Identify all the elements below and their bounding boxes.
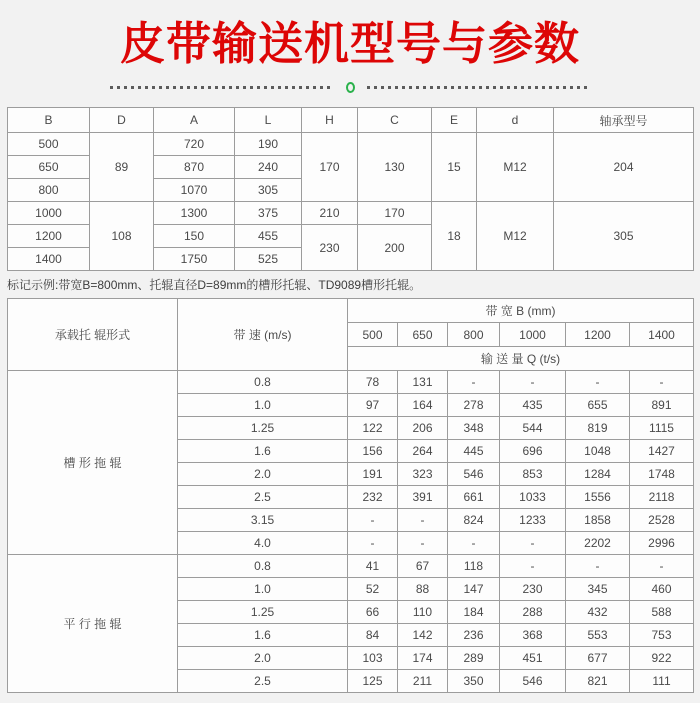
qty-cell: 1748 [630, 463, 694, 486]
speed-cell: 4.0 [178, 532, 348, 555]
dim-cell: 204 [554, 133, 694, 202]
qty-cell: 1556 [566, 486, 630, 509]
speed-cell: 1.25 [178, 601, 348, 624]
qty-cell: 84 [348, 624, 398, 647]
header-belt-width: 带 宽 B (mm) [348, 299, 694, 323]
dim-cell: 375 [235, 202, 302, 225]
speed-cell: 1.0 [178, 578, 348, 601]
header-cell-A: A [154, 108, 235, 133]
qty-cell: 753 [630, 624, 694, 647]
qty-cell: 661 [448, 486, 500, 509]
dim-cell: 170 [302, 133, 358, 202]
qty-cell: 103 [348, 647, 398, 670]
qty-cell: 184 [448, 601, 500, 624]
dim-cell: 720 [154, 133, 235, 156]
speed-cell: 0.8 [178, 371, 348, 394]
qty-cell: 368 [500, 624, 566, 647]
dim-cell: 210 [302, 202, 358, 225]
dim-cell: 89 [90, 133, 154, 202]
qty-cell: 1048 [566, 440, 630, 463]
width-cell: 500 [348, 323, 398, 347]
qty-cell: 546 [448, 463, 500, 486]
header-cell-E: E [432, 108, 477, 133]
qty-cell: - [500, 532, 566, 555]
header-cell-L: L [235, 108, 302, 133]
qty-cell: 110 [398, 601, 448, 624]
header-roller-type: 承载托 辊形式 [8, 299, 178, 371]
qty-cell: - [500, 555, 566, 578]
qty-cell: 432 [566, 601, 630, 624]
dim-cell: 190 [235, 133, 302, 156]
qty-cell: 236 [448, 624, 500, 647]
qty-cell: 52 [348, 578, 398, 601]
qty-cell: 125 [348, 670, 398, 693]
qty-cell: 278 [448, 394, 500, 417]
qty-cell: 323 [398, 463, 448, 486]
qty-cell: 118 [448, 555, 500, 578]
qty-cell: 156 [348, 440, 398, 463]
table-row [8, 299, 694, 323]
header-cell-H: H [302, 108, 358, 133]
qty-cell: 1284 [566, 463, 630, 486]
qty-cell: 819 [566, 417, 630, 440]
qty-cell: 289 [448, 647, 500, 670]
speed-cell: 2.5 [178, 486, 348, 509]
header-cell-D: D [90, 108, 154, 133]
qty-cell: - [398, 532, 448, 555]
dim-cell: 170 [358, 202, 432, 225]
dim-cell: 15 [432, 133, 477, 202]
qty-cell: 853 [500, 463, 566, 486]
dimensions-table [7, 107, 694, 271]
group-label-parallel: 平 行 拖 辊 [8, 555, 178, 693]
divider-dashes-left [110, 86, 334, 89]
qty-cell: 1427 [630, 440, 694, 463]
width-cell: 1000 [500, 323, 566, 347]
qty-cell: - [630, 371, 694, 394]
qty-cell: 191 [348, 463, 398, 486]
qty-cell: 2202 [566, 532, 630, 555]
qty-cell: 264 [398, 440, 448, 463]
qty-cell: 588 [630, 601, 694, 624]
qty-cell: 2528 [630, 509, 694, 532]
qty-cell: 174 [398, 647, 448, 670]
table-row [8, 133, 694, 156]
dim-cell: 1200 [8, 225, 90, 248]
qty-cell: 66 [348, 601, 398, 624]
group-label-trough: 槽 形 拖 辊 [8, 371, 178, 555]
qty-cell: 97 [348, 394, 398, 417]
qty-cell: - [630, 555, 694, 578]
qty-cell: 655 [566, 394, 630, 417]
dim-cell: 18 [432, 202, 477, 271]
qty-cell: 696 [500, 440, 566, 463]
header-cell-bearing: 轴承型号 [554, 108, 694, 133]
width-cell: 1400 [630, 323, 694, 347]
dim-cell: 305 [554, 202, 694, 271]
dim-cell: 240 [235, 156, 302, 179]
section-divider [110, 81, 590, 93]
qty-cell: 111 [630, 670, 694, 693]
speed-cell: 2.0 [178, 463, 348, 486]
dim-cell: M12 [477, 133, 554, 202]
qty-cell: 164 [398, 394, 448, 417]
header-cell-B: B [8, 108, 90, 133]
qty-cell: 1033 [500, 486, 566, 509]
qty-cell: 67 [398, 555, 448, 578]
width-cell: 800 [448, 323, 500, 347]
qty-cell: 2996 [630, 532, 694, 555]
table-row [8, 371, 694, 394]
qty-cell: - [348, 532, 398, 555]
dim-cell: 230 [302, 225, 358, 271]
dim-cell: 500 [8, 133, 90, 156]
width-cell: 1200 [566, 323, 630, 347]
dim-cell: 1400 [8, 248, 90, 271]
dim-cell: 305 [235, 179, 302, 202]
speed-cell: 0.8 [178, 555, 348, 578]
divider-dashes-right [367, 86, 591, 89]
dim-cell: 455 [235, 225, 302, 248]
qty-cell: 88 [398, 578, 448, 601]
qty-cell: 350 [448, 670, 500, 693]
qty-cell: - [566, 371, 630, 394]
qty-cell: - [500, 371, 566, 394]
qty-cell: 451 [500, 647, 566, 670]
dim-cell: 525 [235, 248, 302, 271]
header-cell-C: C [358, 108, 432, 133]
speed-cell: 2.0 [178, 647, 348, 670]
dim-cell: 1750 [154, 248, 235, 271]
qty-cell: 922 [630, 647, 694, 670]
qty-cell: 232 [348, 486, 398, 509]
speed-cell: 2.5 [178, 670, 348, 693]
dim-cell: 130 [358, 133, 432, 202]
qty-cell: - [398, 509, 448, 532]
dim-cell: 800 [8, 179, 90, 202]
table-row [8, 555, 694, 578]
qty-cell: 122 [348, 417, 398, 440]
qty-cell: 460 [630, 578, 694, 601]
qty-cell: 821 [566, 670, 630, 693]
qty-cell: 288 [500, 601, 566, 624]
qty-cell: 131 [398, 371, 448, 394]
table-row [8, 108, 694, 133]
dim-cell: 150 [154, 225, 235, 248]
qty-cell: 546 [500, 670, 566, 693]
divider-circle-icon [346, 82, 355, 93]
qty-cell: 348 [448, 417, 500, 440]
qty-cell: - [566, 555, 630, 578]
qty-cell: 2118 [630, 486, 694, 509]
speed-cell: 1.6 [178, 440, 348, 463]
qty-cell: 435 [500, 394, 566, 417]
dim-cell: 650 [8, 156, 90, 179]
qty-cell: 147 [448, 578, 500, 601]
dim-cell: M12 [477, 202, 554, 271]
page-title: 皮带输送机型号与参数 [119, 18, 580, 69]
width-cell: 650 [398, 323, 448, 347]
qty-cell: 345 [566, 578, 630, 601]
qty-cell: 211 [398, 670, 448, 693]
qty-cell: 1858 [566, 509, 630, 532]
header-cell-d: d [477, 108, 554, 133]
speed-cell: 3.15 [178, 509, 348, 532]
qty-cell: 391 [398, 486, 448, 509]
qty-cell: 142 [398, 624, 448, 647]
qty-cell: - [448, 532, 500, 555]
dim-cell: 870 [154, 156, 235, 179]
capacity-table [7, 298, 694, 693]
table-row [8, 202, 694, 225]
qty-cell: 553 [566, 624, 630, 647]
qty-cell: 891 [630, 394, 694, 417]
dim-cell: 1000 [8, 202, 90, 225]
qty-cell: - [348, 509, 398, 532]
marking-example-note: 标记示例:带宽B=800mm、托辊直径D=89mm的槽形托辊、TD9089槽形托辊。 [7, 278, 422, 292]
speed-cell: 1.0 [178, 394, 348, 417]
speed-cell: 1.6 [178, 624, 348, 647]
qty-cell: 544 [500, 417, 566, 440]
header-capacity: 输 送 量 Q (t/s) [348, 347, 694, 371]
qty-cell: 677 [566, 647, 630, 670]
dim-cell: 200 [358, 225, 432, 271]
qty-cell: 445 [448, 440, 500, 463]
dim-cell: 1070 [154, 179, 235, 202]
qty-cell: 1233 [500, 509, 566, 532]
speed-cell: 1.25 [178, 417, 348, 440]
qty-cell: 230 [500, 578, 566, 601]
qty-cell: 1115 [630, 417, 694, 440]
dim-cell: 1300 [154, 202, 235, 225]
qty-cell: 824 [448, 509, 500, 532]
qty-cell: - [448, 371, 500, 394]
qty-cell: 41 [348, 555, 398, 578]
qty-cell: 206 [398, 417, 448, 440]
qty-cell: 78 [348, 371, 398, 394]
header-belt-speed: 带 速 (m/s) [178, 299, 348, 371]
dim-cell: 108 [90, 202, 154, 271]
